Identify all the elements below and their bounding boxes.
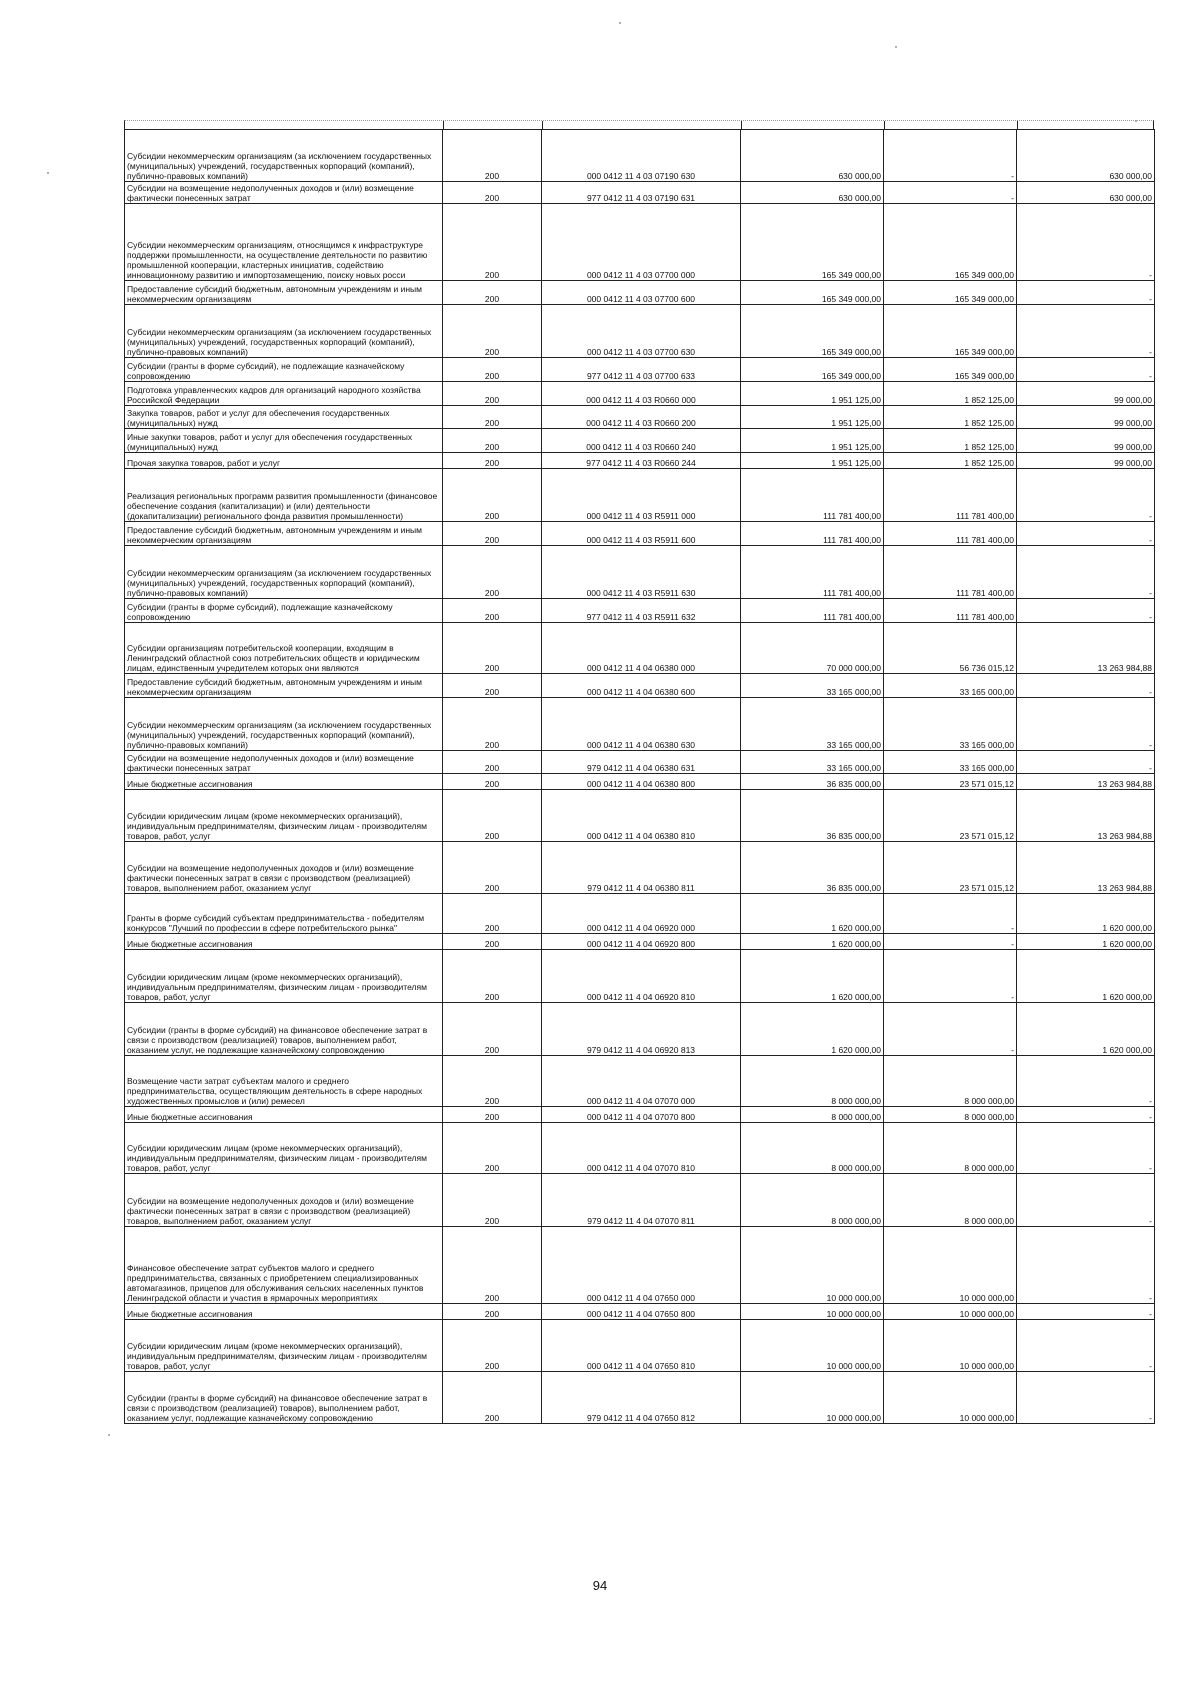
row-approved-amount-cell: 1 620 000,00 bbox=[741, 1003, 884, 1056]
row-classification-code-cell: 000 0412 11 4 03 07700 600 bbox=[542, 281, 741, 305]
row-classification-code-cell: 977 0412 11 4 03 07190 631 bbox=[542, 182, 741, 204]
row-remaining-amount-cell: - bbox=[1017, 1174, 1155, 1227]
table-row bbox=[125, 358, 1155, 382]
row-executed-amount-cell: 1 852 125,00 bbox=[884, 382, 1017, 406]
row-remaining-amount-cell: 630 000,00 bbox=[1017, 182, 1155, 204]
row-executed-amount-cell: 1 852 125,00 bbox=[884, 453, 1017, 469]
table-row bbox=[125, 1123, 1155, 1174]
row-code-cell: 200 bbox=[443, 1227, 542, 1304]
row-approved-amount-cell: 630 000,00 bbox=[741, 130, 884, 182]
table-row bbox=[125, 1003, 1155, 1056]
table-top-edge bbox=[124, 120, 1154, 129]
row-executed-amount-cell: - bbox=[884, 182, 1017, 204]
row-name-cell: Гранты в форме субсидий субъектам предпринимательства - победителям конкурсов "Лучший по профессии в сфере потребительского рынка" bbox=[125, 894, 443, 934]
row-executed-amount-cell: 111 781 400,00 bbox=[884, 546, 1017, 599]
row-classification-code-cell: 000 0412 11 4 03 R0660 240 bbox=[542, 429, 741, 453]
table-row bbox=[125, 1304, 1155, 1320]
table-row bbox=[125, 1320, 1155, 1372]
row-remaining-amount-cell: - bbox=[1017, 358, 1155, 382]
row-code-cell: 200 bbox=[443, 204, 542, 281]
row-code-cell: 200 bbox=[443, 774, 542, 790]
table-row bbox=[125, 130, 1155, 182]
row-remaining-amount-cell: 1 620 000,00 bbox=[1017, 1003, 1155, 1056]
row-classification-code-cell: 000 0412 11 4 03 R0660 000 bbox=[542, 382, 741, 406]
row-name-cell: Предоставление субсидий бюджетным, автономным учреждениям и иным некоммерческим организациям bbox=[125, 522, 443, 546]
row-name-cell: Субсидии юридическим лицам (кроме некоммерческих организаций), индивидуальным предпринимателям, физическим лицам - производителям товаров, работ, услуг bbox=[125, 1123, 443, 1174]
row-classification-code-cell: 000 0412 11 4 03 R5911 600 bbox=[542, 522, 741, 546]
table-row bbox=[125, 204, 1155, 281]
row-name-cell: Возмещение части затрат субъектам малого и среднего предпринимательства, осуществляющим деятельность в сфере народных художественных промыслов и (или) ремесел bbox=[125, 1056, 443, 1107]
row-approved-amount-cell: 1 951 125,00 bbox=[741, 406, 884, 429]
row-classification-code-cell: 000 0412 11 4 04 06380 810 bbox=[542, 790, 741, 842]
row-remaining-amount-cell: - bbox=[1017, 1056, 1155, 1107]
row-code-cell: 200 bbox=[443, 934, 542, 950]
row-classification-code-cell: 000 0412 11 4 04 06380 600 bbox=[542, 674, 741, 698]
row-executed-amount-cell: 8 000 000,00 bbox=[884, 1174, 1017, 1227]
row-remaining-amount-cell: 99 000,00 bbox=[1017, 382, 1155, 406]
row-code-cell: 200 bbox=[443, 1320, 542, 1372]
row-executed-amount-cell: 165 349 000,00 bbox=[884, 204, 1017, 281]
row-name-cell: Субсидии некоммерческим организациям, относящимся к инфраструктуре поддержки промышленности, на осуществление деятельности по развитию промышленной кооперации, кластерных инициатив, содействию инновационному развитию и импортозамещению, поиску новых росси bbox=[125, 204, 443, 281]
row-code-cell: 200 bbox=[443, 469, 542, 522]
row-approved-amount-cell: 165 349 000,00 bbox=[741, 305, 884, 358]
scan-speck bbox=[108, 1434, 110, 1436]
table-row bbox=[125, 182, 1155, 204]
row-classification-code-cell: 000 0412 11 4 04 07070 800 bbox=[542, 1107, 741, 1123]
row-approved-amount-cell: 1 620 000,00 bbox=[741, 950, 884, 1003]
row-code-cell: 200 bbox=[443, 842, 542, 894]
table-row bbox=[125, 774, 1155, 790]
row-approved-amount-cell: 8 000 000,00 bbox=[741, 1107, 884, 1123]
row-executed-amount-cell: - bbox=[884, 950, 1017, 1003]
row-code-cell: 200 bbox=[443, 894, 542, 934]
row-name-cell: Реализация региональных программ развития промышленности (финансовое обеспечение создания (капитализации) и (или) деятельности (докапитализации) регионального фонда развития промышленности) bbox=[125, 469, 443, 522]
row-remaining-amount-cell: 13 263 984,88 bbox=[1017, 623, 1155, 674]
row-approved-amount-cell: 630 000,00 bbox=[741, 182, 884, 204]
row-approved-amount-cell: 8 000 000,00 bbox=[741, 1123, 884, 1174]
table-row bbox=[125, 751, 1155, 774]
row-executed-amount-cell: 33 165 000,00 bbox=[884, 751, 1017, 774]
row-approved-amount-cell: 165 349 000,00 bbox=[741, 358, 884, 382]
row-remaining-amount-cell: 630 000,00 bbox=[1017, 130, 1155, 182]
row-classification-code-cell: 977 0412 11 4 03 R0660 244 bbox=[542, 453, 741, 469]
row-classification-code-cell: 979 0412 11 4 04 06920 813 bbox=[542, 1003, 741, 1056]
table-row bbox=[125, 790, 1155, 842]
row-executed-amount-cell: 10 000 000,00 bbox=[884, 1320, 1017, 1372]
row-code-cell: 200 bbox=[443, 1372, 542, 1424]
row-name-cell: Иные бюджетные ассигнования bbox=[125, 774, 443, 790]
row-executed-amount-cell: 10 000 000,00 bbox=[884, 1372, 1017, 1424]
row-classification-code-cell: 000 0412 11 4 04 06920 800 bbox=[542, 934, 741, 950]
row-classification-code-cell: 000 0412 11 4 04 06380 000 bbox=[542, 623, 741, 674]
row-remaining-amount-cell: 13 263 984,88 bbox=[1017, 774, 1155, 790]
row-remaining-amount-cell: - bbox=[1017, 1320, 1155, 1372]
budget-sheet bbox=[124, 120, 1154, 1424]
row-code-cell: 200 bbox=[443, 406, 542, 429]
row-classification-code-cell: 000 0412 11 4 03 R5911 000 bbox=[542, 469, 741, 522]
row-remaining-amount-cell: - bbox=[1017, 469, 1155, 522]
row-name-cell: Субсидии некоммерческим организациям (за исключением государственных (муниципальных) учреждений, государственных корпораций (компаний), публично-правовых компаний) bbox=[125, 305, 443, 358]
row-code-cell: 200 bbox=[443, 182, 542, 204]
row-remaining-amount-cell: 1 620 000,00 bbox=[1017, 950, 1155, 1003]
row-classification-code-cell: 000 0412 11 4 03 07190 630 bbox=[542, 130, 741, 182]
row-approved-amount-cell: 10 000 000,00 bbox=[741, 1304, 884, 1320]
row-remaining-amount-cell: 99 000,00 bbox=[1017, 453, 1155, 469]
table-row bbox=[125, 674, 1155, 698]
row-code-cell: 200 bbox=[443, 790, 542, 842]
table-row bbox=[125, 623, 1155, 674]
row-executed-amount-cell: 111 781 400,00 bbox=[884, 469, 1017, 522]
row-classification-code-cell: 977 0412 11 4 03 07700 633 bbox=[542, 358, 741, 382]
row-code-cell: 200 bbox=[443, 698, 542, 751]
table-row bbox=[125, 429, 1155, 453]
row-code-cell: 200 bbox=[443, 522, 542, 546]
row-code-cell: 200 bbox=[443, 546, 542, 599]
row-remaining-amount-cell: - bbox=[1017, 546, 1155, 599]
row-executed-amount-cell: 23 571 015,12 bbox=[884, 842, 1017, 894]
row-executed-amount-cell: 165 349 000,00 bbox=[884, 281, 1017, 305]
row-name-cell: Субсидии организациям потребительской кооперации, входящим в Ленинградский областной союз потребительских обществ и юридическим лицам, единственным учредителем которых они являются bbox=[125, 623, 443, 674]
row-executed-amount-cell: 10 000 000,00 bbox=[884, 1304, 1017, 1320]
scan-speck bbox=[619, 22, 621, 24]
row-approved-amount-cell: 111 781 400,00 bbox=[741, 546, 884, 599]
row-name-cell: Закупка товаров, работ и услуг для обеспечения государственных (муниципальных) нужд bbox=[125, 406, 443, 429]
row-remaining-amount-cell: - bbox=[1017, 674, 1155, 698]
row-executed-amount-cell: 1 852 125,00 bbox=[884, 429, 1017, 453]
row-executed-amount-cell: - bbox=[884, 1003, 1017, 1056]
row-executed-amount-cell: 8 000 000,00 bbox=[884, 1056, 1017, 1107]
table-row bbox=[125, 1056, 1155, 1107]
row-executed-amount-cell: 10 000 000,00 bbox=[884, 1227, 1017, 1304]
row-remaining-amount-cell: 1 620 000,00 bbox=[1017, 894, 1155, 934]
row-classification-code-cell: 000 0412 11 4 04 07070 810 bbox=[542, 1123, 741, 1174]
row-approved-amount-cell: 165 349 000,00 bbox=[741, 281, 884, 305]
row-name-cell: Субсидии на возмещение недополученных доходов и (или) возмещение фактически понесенных затрат в связи с производством (реализацией) товаров, выполнением работ, оказанием услуг bbox=[125, 1174, 443, 1227]
table-row bbox=[125, 1227, 1155, 1304]
table-row bbox=[125, 546, 1155, 599]
row-remaining-amount-cell: - bbox=[1017, 522, 1155, 546]
row-name-cell: Подготовка управленческих кадров для организаций народного хозяйства Российской Федерации bbox=[125, 382, 443, 406]
row-code-cell: 200 bbox=[443, 382, 542, 406]
row-executed-amount-cell: 111 781 400,00 bbox=[884, 599, 1017, 623]
row-name-cell: Субсидии (гранты в форме субсидий), не подлежащие казначейскому сопровождению bbox=[125, 358, 443, 382]
row-executed-amount-cell: 56 736 015,12 bbox=[884, 623, 1017, 674]
row-code-cell: 200 bbox=[443, 623, 542, 674]
scan-speck bbox=[1135, 120, 1137, 122]
table-row bbox=[125, 406, 1155, 429]
row-approved-amount-cell: 10 000 000,00 bbox=[741, 1320, 884, 1372]
table-row bbox=[125, 698, 1155, 751]
row-classification-code-cell: 000 0412 11 4 03 R0660 200 bbox=[542, 406, 741, 429]
row-code-cell: 200 bbox=[443, 281, 542, 305]
row-name-cell: Субсидии юридическим лицам (кроме некоммерческих организаций), индивидуальным предпринимателям, физическим лицам - производителям товаров, работ, услуг bbox=[125, 1320, 443, 1372]
row-name-cell: Субсидии (гранты в форме субсидий) на финансовое обеспечение затрат в связи с производством (реализацией) товаров), выполнением работ, оказанием услуг, подлежащие казначейскому сопровождению bbox=[125, 1372, 443, 1424]
row-name-cell: Субсидии некоммерческим организациям (за исключением государственных (муниципальных) учреждений, государственных корпораций (компаний), публично-правовых компаний) bbox=[125, 130, 443, 182]
row-code-cell: 200 bbox=[443, 1056, 542, 1107]
row-remaining-amount-cell: - bbox=[1017, 751, 1155, 774]
row-remaining-amount-cell: - bbox=[1017, 1372, 1155, 1424]
row-name-cell: Субсидии на возмещение недополученных доходов и (или) возмещение фактически понесенных затрат bbox=[125, 182, 443, 204]
row-code-cell: 200 bbox=[443, 1107, 542, 1123]
row-name-cell: Иные закупки товаров, работ и услуг для обеспечения государственных (муниципальных) нужд bbox=[125, 429, 443, 453]
row-approved-amount-cell: 1 951 125,00 bbox=[741, 382, 884, 406]
row-code-cell: 200 bbox=[443, 130, 542, 182]
row-executed-amount-cell: - bbox=[884, 894, 1017, 934]
row-classification-code-cell: 000 0412 11 4 04 07070 000 bbox=[542, 1056, 741, 1107]
row-name-cell: Предоставление субсидий бюджетным, автономным учреждениям и иным некоммерческим организациям bbox=[125, 281, 443, 305]
row-approved-amount-cell: 70 000 000,00 bbox=[741, 623, 884, 674]
scan-speck bbox=[47, 172, 49, 174]
row-classification-code-cell: 000 0412 11 4 04 07650 810 bbox=[542, 1320, 741, 1372]
row-name-cell: Субсидии на возмещение недополученных доходов и (или) возмещение фактически понесенных затрат bbox=[125, 751, 443, 774]
row-name-cell: Иные бюджетные ассигнования bbox=[125, 1107, 443, 1123]
row-remaining-amount-cell: - bbox=[1017, 1227, 1155, 1304]
row-code-cell: 200 bbox=[443, 674, 542, 698]
row-remaining-amount-cell: - bbox=[1017, 281, 1155, 305]
row-approved-amount-cell: 33 165 000,00 bbox=[741, 698, 884, 751]
row-executed-amount-cell: - bbox=[884, 130, 1017, 182]
row-approved-amount-cell: 36 835 000,00 bbox=[741, 774, 884, 790]
row-code-cell: 200 bbox=[443, 751, 542, 774]
row-code-cell: 200 bbox=[443, 453, 542, 469]
row-name-cell: Субсидии юридическим лицам (кроме некоммерческих организаций), индивидуальным предпринимателям, физическим лицам - производителям товаров, работ, услуг bbox=[125, 950, 443, 1003]
table-row bbox=[125, 305, 1155, 358]
row-name-cell: Иные бюджетные ассигнования bbox=[125, 934, 443, 950]
row-remaining-amount-cell: - bbox=[1017, 1107, 1155, 1123]
row-code-cell: 200 bbox=[443, 429, 542, 453]
row-approved-amount-cell: 1 951 125,00 bbox=[741, 429, 884, 453]
row-name-cell: Субсидии (гранты в форме субсидий) на финансовое обеспечение затрат в связи с производством (реализацией) товаров, выполнением работ, оказанием услуг, не подлежащие казначейскому сопровождению bbox=[125, 1003, 443, 1056]
row-classification-code-cell: 977 0412 11 4 03 R5911 632 bbox=[542, 599, 741, 623]
row-classification-code-cell: 979 0412 11 4 04 07070 811 bbox=[542, 1174, 741, 1227]
row-executed-amount-cell: 23 571 015,12 bbox=[884, 790, 1017, 842]
row-classification-code-cell: 000 0412 11 4 03 07700 000 bbox=[542, 204, 741, 281]
row-classification-code-cell: 979 0412 11 4 04 06380 631 bbox=[542, 751, 741, 774]
row-remaining-amount-cell: - bbox=[1017, 1123, 1155, 1174]
row-approved-amount-cell: 33 165 000,00 bbox=[741, 751, 884, 774]
row-executed-amount-cell: 33 165 000,00 bbox=[884, 674, 1017, 698]
row-approved-amount-cell: 111 781 400,00 bbox=[741, 469, 884, 522]
scan-speck bbox=[895, 46, 897, 48]
row-code-cell: 200 bbox=[443, 1003, 542, 1056]
row-classification-code-cell: 000 0412 11 4 03 07700 630 bbox=[542, 305, 741, 358]
row-code-cell: 200 bbox=[443, 305, 542, 358]
table-row bbox=[125, 281, 1155, 305]
row-approved-amount-cell: 1 620 000,00 bbox=[741, 894, 884, 934]
row-approved-amount-cell: 1 620 000,00 bbox=[741, 934, 884, 950]
row-approved-amount-cell: 33 165 000,00 bbox=[741, 674, 884, 698]
row-name-cell: Субсидии некоммерческим организациям (за исключением государственных (муниципальных) учреждений, государственных корпораций (компаний), публично-правовых компаний) bbox=[125, 698, 443, 751]
row-approved-amount-cell: 36 835 000,00 bbox=[741, 790, 884, 842]
row-executed-amount-cell: 23 571 015,12 bbox=[884, 774, 1017, 790]
row-classification-code-cell: 000 0412 11 4 04 06380 630 bbox=[542, 698, 741, 751]
table-row bbox=[125, 934, 1155, 950]
row-name-cell: Субсидии некоммерческим организациям (за исключением государственных (муниципальных) учреждений, государственных корпораций (компаний), публично-правовых компаний) bbox=[125, 546, 443, 599]
table-row bbox=[125, 950, 1155, 1003]
row-remaining-amount-cell: 99 000,00 bbox=[1017, 406, 1155, 429]
row-remaining-amount-cell: - bbox=[1017, 698, 1155, 751]
row-classification-code-cell: 000 0412 11 4 03 R5911 630 bbox=[542, 546, 741, 599]
row-approved-amount-cell: 8 000 000,00 bbox=[741, 1056, 884, 1107]
row-classification-code-cell: 979 0412 11 4 04 06380 811 bbox=[542, 842, 741, 894]
row-approved-amount-cell: 1 951 125,00 bbox=[741, 453, 884, 469]
row-code-cell: 200 bbox=[443, 599, 542, 623]
table-row bbox=[125, 1107, 1155, 1123]
row-name-cell: Прочая закупка товаров, работ и услуг bbox=[125, 453, 443, 469]
table-row bbox=[125, 842, 1155, 894]
row-classification-code-cell: 000 0412 11 4 04 07650 800 bbox=[542, 1304, 741, 1320]
row-executed-amount-cell: 111 781 400,00 bbox=[884, 522, 1017, 546]
row-approved-amount-cell: 111 781 400,00 bbox=[741, 599, 884, 623]
table-row bbox=[125, 894, 1155, 934]
row-classification-code-cell: 000 0412 11 4 04 06920 000 bbox=[542, 894, 741, 934]
row-executed-amount-cell: - bbox=[884, 934, 1017, 950]
table-row bbox=[125, 1174, 1155, 1227]
budget-table bbox=[124, 129, 1155, 1424]
page-number: 94 bbox=[592, 1578, 608, 1593]
table-row bbox=[125, 599, 1155, 623]
row-code-cell: 200 bbox=[443, 1174, 542, 1227]
table-row bbox=[125, 469, 1155, 522]
row-approved-amount-cell: 10 000 000,00 bbox=[741, 1372, 884, 1424]
row-approved-amount-cell: 111 781 400,00 bbox=[741, 522, 884, 546]
row-classification-code-cell: 979 0412 11 4 04 07650 812 bbox=[542, 1372, 741, 1424]
row-code-cell: 200 bbox=[443, 1123, 542, 1174]
row-remaining-amount-cell: 99 000,00 bbox=[1017, 429, 1155, 453]
row-name-cell: Предоставление субсидий бюджетным, автономным учреждениям и иным некоммерческим организациям bbox=[125, 674, 443, 698]
row-name-cell: Иные бюджетные ассигнования bbox=[125, 1304, 443, 1320]
row-code-cell: 200 bbox=[443, 1304, 542, 1320]
row-executed-amount-cell: 165 349 000,00 bbox=[884, 358, 1017, 382]
row-remaining-amount-cell: - bbox=[1017, 1304, 1155, 1320]
table-row bbox=[125, 522, 1155, 546]
row-remaining-amount-cell: 13 263 984,88 bbox=[1017, 790, 1155, 842]
row-remaining-amount-cell: - bbox=[1017, 305, 1155, 358]
row-executed-amount-cell: 8 000 000,00 bbox=[884, 1123, 1017, 1174]
row-approved-amount-cell: 36 835 000,00 bbox=[741, 842, 884, 894]
table-row bbox=[125, 453, 1155, 469]
row-classification-code-cell: 000 0412 11 4 04 06920 810 bbox=[542, 950, 741, 1003]
row-name-cell: Субсидии (гранты в форме субсидий), подлежащие казначейскому сопровождению bbox=[125, 599, 443, 623]
row-remaining-amount-cell: 1 620 000,00 bbox=[1017, 934, 1155, 950]
row-remaining-amount-cell: - bbox=[1017, 204, 1155, 281]
row-name-cell: Финансовое обеспечение затрат субъектов малого и среднего предпринимательства, связанных с приобретением специализированных автомагазинов, прицепов для обслуживания сельских населенных пунктов Ленинградской области и участия в ярмарочных мероприятиях bbox=[125, 1227, 443, 1304]
row-approved-amount-cell: 165 349 000,00 bbox=[741, 204, 884, 281]
table-row bbox=[125, 1372, 1155, 1424]
table-row bbox=[125, 382, 1155, 406]
row-classification-code-cell: 000 0412 11 4 04 06380 800 bbox=[542, 774, 741, 790]
row-name-cell: Субсидии на возмещение недополученных доходов и (или) возмещение фактически понесенных затрат в связи с производством (реализацией) товаров, выполнением работ, оказанием услуг bbox=[125, 842, 443, 894]
row-executed-amount-cell: 8 000 000,00 bbox=[884, 1107, 1017, 1123]
row-remaining-amount-cell: 13 263 984,88 bbox=[1017, 842, 1155, 894]
row-approved-amount-cell: 8 000 000,00 bbox=[741, 1174, 884, 1227]
row-executed-amount-cell: 165 349 000,00 bbox=[884, 305, 1017, 358]
row-name-cell: Субсидии юридическим лицам (кроме некоммерческих организаций), индивидуальным предпринимателям, физическим лицам - производителям товаров, работ, услуг bbox=[125, 790, 443, 842]
row-executed-amount-cell: 33 165 000,00 bbox=[884, 698, 1017, 751]
row-classification-code-cell: 000 0412 11 4 04 07650 000 bbox=[542, 1227, 741, 1304]
row-remaining-amount-cell: - bbox=[1017, 599, 1155, 623]
row-approved-amount-cell: 10 000 000,00 bbox=[741, 1227, 884, 1304]
budget-table-body bbox=[125, 130, 1155, 1424]
row-executed-amount-cell: 1 852 125,00 bbox=[884, 406, 1017, 429]
row-code-cell: 200 bbox=[443, 950, 542, 1003]
row-code-cell: 200 bbox=[443, 358, 542, 382]
